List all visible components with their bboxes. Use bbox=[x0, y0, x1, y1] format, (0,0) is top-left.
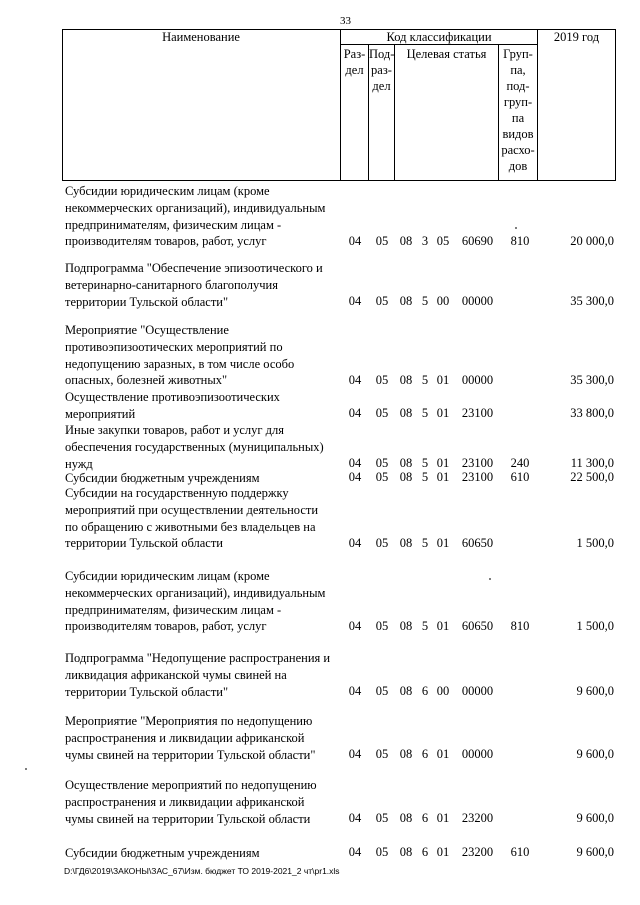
code-direction: 23100 bbox=[461, 406, 494, 421]
code-subprogram: 5 bbox=[421, 470, 429, 485]
code-event: 00 bbox=[436, 293, 450, 308]
code-subsection: 05 bbox=[375, 810, 389, 825]
header-year: 2019 год bbox=[553, 30, 600, 44]
row-name bbox=[65, 713, 340, 763]
code-expense-type: 810 bbox=[510, 233, 530, 248]
page-number: 33 bbox=[340, 15, 351, 27]
code-section: 04 bbox=[348, 535, 362, 550]
code-subprogram: 5 bbox=[421, 618, 429, 633]
code-section: 04 bbox=[348, 845, 362, 860]
code-section: 04 bbox=[348, 372, 362, 387]
code-program: 08 bbox=[399, 845, 413, 860]
header-expense-group bbox=[499, 46, 537, 174]
code-section: 04 bbox=[348, 406, 362, 421]
row-name-line: распространения и ликвидации африканской bbox=[65, 730, 305, 745]
row-name-line: мероприятий при осуществлении деятельности bbox=[65, 502, 319, 517]
code-subprogram: 3 bbox=[421, 233, 429, 248]
row-name bbox=[65, 183, 340, 250]
table-row bbox=[0, 422, 640, 472]
code-subsection: 05 bbox=[375, 470, 389, 485]
table-row bbox=[0, 260, 640, 311]
code-program: 08 bbox=[399, 683, 413, 698]
header-classification: Код классификации bbox=[386, 30, 492, 44]
row-name-line: производителям товаров, работ, услуг bbox=[65, 619, 267, 634]
code-program: 08 bbox=[399, 535, 413, 550]
row-name-line: ветеринарно-санитарного благополучия bbox=[65, 277, 278, 292]
row-name-line: чумы свиней на территории Тульской области bbox=[65, 811, 311, 826]
table-header bbox=[62, 29, 616, 181]
amount-2019: 9 600,0 bbox=[576, 746, 614, 761]
row-name-line: предпринимателям, физическим лицам - bbox=[65, 602, 282, 617]
row-name-line: производителям товаров, работ, услуг bbox=[65, 234, 267, 249]
header-group-line: Груп- bbox=[503, 47, 533, 61]
amount-2019: 33 800,0 bbox=[570, 406, 614, 421]
row-name-line: противоэпизоотических мероприятий по bbox=[65, 339, 283, 354]
row-name-line: Подпрограмма "Обеспечение эпизоотического и bbox=[65, 261, 323, 275]
row-name-line: территории Тульской области bbox=[65, 536, 223, 551]
code-direction: 00000 bbox=[461, 372, 494, 387]
table-row bbox=[0, 568, 640, 636]
code-expense-type: 240 bbox=[510, 455, 530, 470]
code-section: 04 bbox=[348, 233, 362, 248]
code-subsection: 05 bbox=[375, 455, 389, 470]
header-section bbox=[341, 46, 368, 78]
header-section-line: Раз- bbox=[343, 47, 366, 61]
code-program: 08 bbox=[399, 406, 413, 421]
row-name bbox=[65, 568, 340, 635]
code-program: 08 bbox=[399, 233, 413, 248]
row-name-line: Субсидии бюджетным учреждениям bbox=[65, 846, 260, 860]
header-section-line: дел bbox=[345, 63, 364, 77]
scan-speck bbox=[25, 768, 27, 770]
row-name-line: Субсидии юридическим лицам (кроме bbox=[65, 569, 270, 583]
code-program: 08 bbox=[399, 372, 413, 387]
code-direction: 00000 bbox=[461, 746, 494, 761]
row-name-line: Субсидии юридическим лицам (кроме bbox=[65, 184, 270, 198]
code-program: 08 bbox=[399, 470, 413, 485]
amount-2019: 9 600,0 bbox=[576, 683, 614, 698]
row-name-line: недопущению заразных, в том числе особо bbox=[65, 356, 295, 371]
row-name-line: Осуществление противоэпизоотических bbox=[65, 390, 280, 404]
code-program: 08 bbox=[399, 810, 413, 825]
amount-2019: 20 000,0 bbox=[570, 233, 614, 248]
table-row bbox=[0, 322, 640, 390]
code-subsection: 05 bbox=[375, 406, 389, 421]
table-row bbox=[0, 777, 640, 828]
code-subsection: 05 bbox=[375, 618, 389, 633]
code-section: 04 bbox=[348, 618, 362, 633]
header-subsection bbox=[369, 46, 394, 94]
code-event: 01 bbox=[436, 470, 450, 485]
code-event: 05 bbox=[436, 233, 450, 248]
code-event: 01 bbox=[436, 406, 450, 421]
table-row bbox=[0, 845, 640, 862]
code-subprogram: 5 bbox=[421, 535, 429, 550]
code-subprogram: 6 bbox=[421, 810, 429, 825]
header-group-line: па bbox=[511, 111, 525, 125]
row-name bbox=[65, 389, 340, 423]
code-direction: 00000 bbox=[461, 293, 494, 308]
header-group-line: дов bbox=[508, 159, 528, 173]
code-expense-type: 810 bbox=[510, 618, 530, 633]
row-name bbox=[65, 260, 340, 310]
code-direction: 23100 bbox=[461, 455, 494, 470]
row-name-line: Иные закупки товаров, работ и услуг для bbox=[65, 423, 285, 437]
code-direction: 60690 bbox=[461, 233, 494, 248]
row-name-line: распространения и ликвидации африканской bbox=[65, 794, 305, 809]
row-name bbox=[65, 422, 340, 472]
row-name-line: некоммерческих организаций), индивидуальным bbox=[65, 200, 326, 215]
code-event: 01 bbox=[436, 618, 450, 633]
table-row bbox=[0, 183, 640, 251]
code-program: 08 bbox=[399, 455, 413, 470]
code-direction: 23100 bbox=[461, 470, 494, 485]
code-section: 04 bbox=[348, 470, 362, 485]
header-group-line: груп- bbox=[503, 95, 533, 109]
table-row bbox=[0, 389, 640, 423]
code-event: 01 bbox=[436, 535, 450, 550]
scan-speck bbox=[489, 578, 491, 580]
scan-speck bbox=[515, 227, 517, 229]
table-row bbox=[0, 485, 640, 553]
code-event: 01 bbox=[436, 810, 450, 825]
code-direction: 23200 bbox=[461, 845, 494, 860]
amount-2019: 1 500,0 bbox=[576, 618, 614, 633]
header-target: Целевая статья bbox=[406, 47, 487, 61]
row-name-line: Субсидии бюджетным учреждениям bbox=[65, 471, 260, 485]
row-name-line: Подпрограмма "Недопущение распространения и bbox=[65, 651, 331, 665]
amount-2019: 35 300,0 bbox=[570, 372, 614, 387]
code-subprogram: 6 bbox=[421, 746, 429, 761]
code-section: 04 bbox=[348, 455, 362, 470]
row-name-line: опасных, болезней животных" bbox=[65, 373, 228, 388]
header-group-line: расхо- bbox=[501, 143, 535, 157]
table-row bbox=[0, 713, 640, 764]
code-subprogram: 5 bbox=[421, 372, 429, 387]
code-section: 04 bbox=[348, 810, 362, 825]
code-event: 01 bbox=[436, 455, 450, 470]
code-expense-type: 610 bbox=[510, 845, 530, 860]
row-name-line: некоммерческих организаций), индивидуальным bbox=[65, 585, 326, 600]
row-name-line: Мероприятие "Осуществление bbox=[65, 323, 229, 337]
row-name-line: ликвидация африканской чумы свиней на bbox=[65, 667, 287, 682]
code-section: 04 bbox=[348, 683, 362, 698]
row-name-line: чумы свиней на территории Тульской области" bbox=[65, 747, 316, 762]
amount-2019: 9 600,0 bbox=[576, 845, 614, 860]
code-subprogram: 5 bbox=[421, 293, 429, 308]
amount-2019: 22 500,0 bbox=[570, 470, 614, 485]
row-name-line: предпринимателям, физическим лицам - bbox=[65, 217, 282, 232]
row-name-line: территории Тульской области" bbox=[65, 294, 229, 309]
code-direction: 60650 bbox=[461, 535, 494, 550]
code-program: 08 bbox=[399, 618, 413, 633]
row-name bbox=[65, 485, 340, 552]
code-direction: 60650 bbox=[461, 618, 494, 633]
row-name-line: Осуществление мероприятий по недопущению bbox=[65, 778, 317, 792]
code-event: 01 bbox=[436, 746, 450, 761]
code-program: 08 bbox=[399, 293, 413, 308]
code-subsection: 05 bbox=[375, 535, 389, 550]
code-direction: 00000 bbox=[461, 683, 494, 698]
file-path-footer: D:\ГД6\2019\ЗАКОНЫ\ЗАС_67\Изм. бюджет ТО 2019-2021_2 чт\pr1.xls bbox=[64, 866, 340, 876]
code-section: 04 bbox=[348, 746, 362, 761]
row-name-line: нужд bbox=[65, 456, 93, 471]
amount-2019: 35 300,0 bbox=[570, 293, 614, 308]
table-row bbox=[0, 650, 640, 701]
header-name: Наименование bbox=[162, 30, 240, 44]
header-subsection-line: Под- bbox=[369, 47, 395, 61]
code-event: 00 bbox=[436, 683, 450, 698]
row-name bbox=[65, 650, 340, 700]
row-name-line: по обращению с животными без владельцев на bbox=[65, 519, 316, 534]
code-subprogram: 5 bbox=[421, 406, 429, 421]
code-subsection: 05 bbox=[375, 293, 389, 308]
code-subsection: 05 bbox=[375, 683, 389, 698]
row-name bbox=[65, 845, 340, 862]
row-name-line: Мероприятие "Мероприятия по недопущению bbox=[65, 714, 313, 728]
header-subsection-line: раз- bbox=[371, 63, 392, 77]
row-name-line: Субсидии на государственную поддержку bbox=[65, 486, 289, 500]
code-subsection: 05 bbox=[375, 233, 389, 248]
code-subsection: 05 bbox=[375, 372, 389, 387]
amount-2019: 9 600,0 bbox=[576, 810, 614, 825]
code-event: 01 bbox=[436, 372, 450, 387]
code-subsection: 05 bbox=[375, 746, 389, 761]
amount-2019: 11 300,0 bbox=[570, 455, 614, 470]
code-subprogram: 5 bbox=[421, 455, 429, 470]
code-subsection: 05 bbox=[375, 845, 389, 860]
code-section: 04 bbox=[348, 293, 362, 308]
code-subprogram: 6 bbox=[421, 845, 429, 860]
code-program: 08 bbox=[399, 746, 413, 761]
header-group-line: видов bbox=[502, 127, 534, 141]
row-name-line: территории Тульской области" bbox=[65, 684, 229, 699]
header-subsection-line: дел bbox=[372, 79, 391, 93]
row-name bbox=[65, 322, 340, 389]
amount-2019: 1 500,0 bbox=[576, 535, 614, 550]
code-event: 01 bbox=[436, 845, 450, 860]
row-name bbox=[65, 777, 340, 827]
code-expense-type: 610 bbox=[510, 470, 530, 485]
code-subprogram: 6 bbox=[421, 683, 429, 698]
header-group-line: под- bbox=[506, 79, 530, 93]
code-direction: 23200 bbox=[461, 810, 494, 825]
header-group-line: па, bbox=[510, 63, 526, 77]
row-name-line: обеспечения государственных (муниципальных) bbox=[65, 439, 324, 454]
row-name-line: мероприятий bbox=[65, 406, 136, 421]
